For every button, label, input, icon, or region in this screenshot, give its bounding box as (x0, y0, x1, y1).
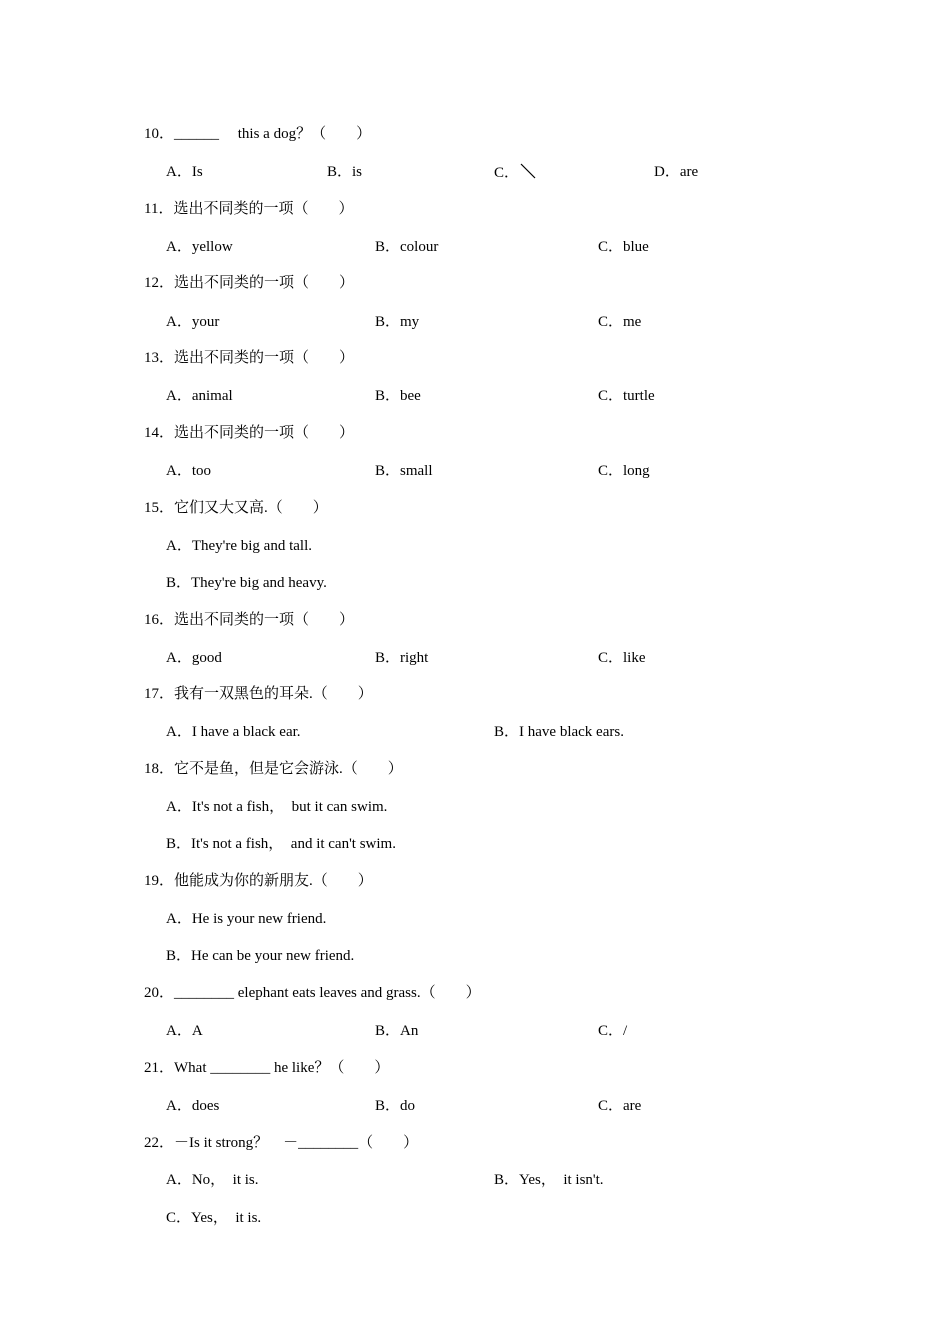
q11-option-b: B．colour (375, 239, 439, 255)
q12-option-a: A．your (166, 314, 220, 330)
q10-option-d: D．are (654, 164, 699, 180)
question-19: 19．他能成为你的新朋友.（ ） (144, 873, 373, 889)
q10-option-b: B．is (327, 164, 363, 180)
q14-option-c: C．long (598, 463, 650, 479)
question-14: 14．选出不同类的一项（ ） (144, 425, 355, 441)
q15-option-b: B．They're big and heavy. (166, 575, 327, 591)
q18-option-a: A．It's not a fish， but it can swim. (166, 799, 388, 815)
question-13: 13．选出不同类的一项（ ） (144, 350, 355, 366)
q21-option-b: B．do (375, 1098, 416, 1114)
q21-option-c: C．are (598, 1098, 642, 1114)
question-20: 20．________ elephant eats leaves and grass.（ ） (144, 985, 481, 1001)
q18-option-b: B．It's not a fish， and it can't swim. (166, 836, 396, 852)
q16-option-a: A．good (166, 650, 222, 666)
q13-option-a: A．animal (166, 388, 233, 404)
q15-option-a: A．They're big and tall. (166, 538, 312, 554)
q16-option-c: C．like (598, 650, 646, 666)
q19-option-b: B．He can be your new friend. (166, 948, 355, 964)
question-10: 10．______ this a dog？（ ） (144, 126, 372, 142)
q14-option-a: A．too (166, 463, 212, 479)
q22-option-c: C．Yes， it is. (166, 1210, 262, 1226)
q13-option-b: B．bee (375, 388, 421, 404)
question-12: 12．选出不同类的一项（ ） (144, 275, 355, 291)
q22-option-b: B．Yes， it isn't. (494, 1172, 604, 1188)
q14-option-b: B．small (375, 463, 433, 479)
q21-option-a: A．does (166, 1098, 220, 1114)
question-11: 11．选出不同类的一项（ ） (144, 201, 354, 217)
backslash-icon (519, 162, 537, 180)
q12-option-c: C．me (598, 314, 642, 330)
question-17: 17．我有一双黑色的耳朵.（ ） (144, 686, 373, 702)
q11-option-c: C．blue (598, 239, 649, 255)
question-21: 21．What ________ he like？（ ） (144, 1060, 390, 1076)
question-16: 16．选出不同类的一项（ ） (144, 612, 355, 628)
q13-option-c: C．turtle (598, 388, 655, 404)
q10-option-c (494, 162, 537, 182)
q11-option-a: A．yellow (166, 239, 233, 255)
question-15: 15．它们又大又高.（ ） (144, 500, 328, 516)
q12-option-b: B．my (375, 314, 420, 330)
q22-option-a: A．No， it is. (166, 1172, 259, 1188)
question-18: 18．它不是鱼，但是它会游泳.（ ） (144, 761, 403, 777)
q20-option-a: A．A (166, 1023, 203, 1039)
q17-option-a: A．I have a black ear. (166, 724, 301, 740)
question-22: 22．－Is it strong？ －________（ ） (144, 1135, 419, 1151)
q10-option-c-label: C． (494, 165, 520, 181)
q20-option-c: C．/ (598, 1023, 628, 1039)
q20-option-b: B．An (375, 1023, 419, 1039)
q16-option-b: B．right (375, 650, 429, 666)
q17-option-b: B．I have black ears. (494, 724, 624, 740)
q10-option-a: A．Is (166, 164, 203, 180)
q19-option-a: A．He is your new friend. (166, 911, 327, 927)
